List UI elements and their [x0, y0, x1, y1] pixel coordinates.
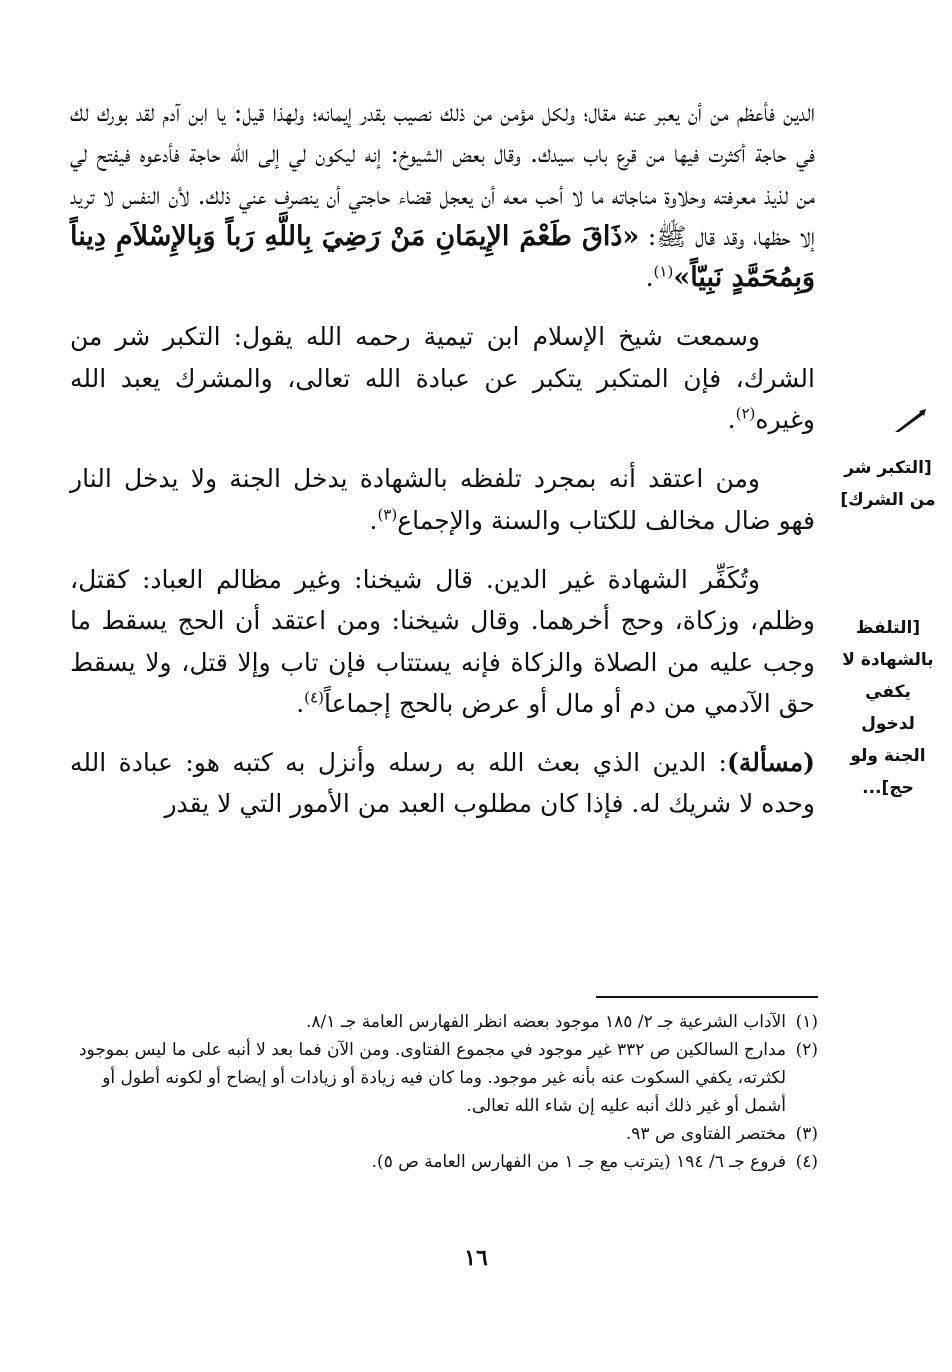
footnote-item [70, 1008, 818, 1036]
main-text-body [70, 92, 815, 825]
footnote-ref-1[interactable]: (١) [653, 262, 674, 281]
paragraph-5 [70, 742, 815, 825]
paragraph-4 [70, 559, 815, 724]
footnote-ref-4[interactable]: (٤) [304, 688, 324, 707]
footnote-item [70, 1036, 818, 1120]
footnote-divider [596, 996, 818, 998]
footnote-item [70, 1120, 818, 1148]
paragraph-4-text: وتُكَفِّر الشهادة غير الدين. قال شيخنا: وغير مظالم العباد: كقتل، وظلم، وزكاة، وحج أخرهما. وقال شيخنا: ومن اعتقد أن الحج يسقط ما وجب عليه من الصلاة والزكاة فإنه يستتاب فإن تاب وإلا قتل، ولا يسقط حق الآدمي من دم أو مال أو عرض بالحج إجماعاً [70, 564, 815, 718]
footnote-number: (٣) [795, 1124, 818, 1144]
footnote-ref-3[interactable]: (٣) [377, 505, 398, 524]
footnotes [70, 1008, 818, 1176]
footnote-ref-2[interactable]: (٢) [735, 404, 756, 423]
footnote-number: (٢) [795, 1040, 818, 1060]
footnote-item [70, 1148, 818, 1176]
paragraph-2-text: وسمعت شيخ الإسلام ابن تيمية رحمه الله يقول: التكبر شر من الشرك، فإن المتكبر يتكبر عن عبادة الله تعالى، والمشرك يعبد الله وغيره [70, 322, 815, 435]
margin-note-arrogance: [التكبر شر من الشرك] [840, 458, 936, 510]
footnote-text: فروع جـ ٦/ ١٩٤ (يترتب مع جـ ١ من الفهارس العامة ص ٥). [371, 1152, 786, 1172]
footnote-text: مختصر الفتاوى ص ٩٣. [625, 1124, 786, 1144]
paragraph-1-text: الدين فأعظم من أن يعبر عنه مقال؛ ولكل مؤمن من ذلك نصيب بقدر إيمانه؛ ولهذا قيل: يا ابن آدم لقد بورك لك في حاجة أكثرت فيها من قرع باب سيدك. وقال بعض الشيوخ: إنه ليكون لي إلى الله حاجة فأدعوه فيفتح لي من لذيذ معرفته وحلاوة مناجاته ما لا أحب معه أن يعجل قضاء حاجتي أن ينصرف عني ذلك. لأن النفس لا تريد إلا حظها، وقد قال ﷺ: [70, 98, 815, 251]
hadith-quote: «ذَاقَ طَعْمَ الإِيمَانِ مَنْ رَضِيَ بِاللَّهِ رَباً وَبِالإِسْلاَمِ دِيناً وَبِمُحَمَّدٍ نَبِيّاً» [70, 220, 815, 294]
paragraph-4-end: . [296, 688, 305, 718]
paragraph-3 [70, 458, 815, 541]
footnote-number: (١) [795, 1012, 818, 1032]
footnote-text: مدارج السالكين ص ٣٣٢ غير موجود في مجموع الفتاوى. ومن الآن فما بعد لا أنبه على ما ليس بموجود لكثرته، يكفي السكوت عنه بأنه غير موجود. وما كان فيه زيادة أو زيادات أو إيضاح أو لكونه أطول أو أشمل أو غير ذلك أنبه عليه إن شاء الله تعالى. [78, 1040, 786, 1116]
paragraph-3-text: ومن اعتقد أنه بمجرد تلفظه بالشهادة يدخل الجنة ولا يدخل النار فهو ضال مخالف للكتاب والسنة والإجماع [70, 464, 815, 535]
paragraph-5-text: : الدين الذي بعث الله به رسله وأنزل به كتبه هو: عبادة الله وحده لا شريك له. فإذا كان مطلوب العبد من الأمور التي لا يقدر [70, 748, 815, 819]
paragraph-3-end: . [369, 505, 378, 535]
footnote-number: (٤) [795, 1152, 818, 1172]
paragraph-2 [70, 316, 815, 440]
margin-note-testimony: [التلفظ بالشهادة لا يكفي لدخول الجنة ولو حج]... [842, 618, 934, 798]
pen-nib-icon [893, 408, 927, 434]
footnote-text: الآداب الشرعية جـ ٢/ ١٨٥ موجود بعضه انظر الفهارس العامة جـ ٨/١. [306, 1012, 786, 1032]
page-number: ١٦ [464, 1245, 488, 1271]
issue-term: (مسألة) [727, 748, 815, 778]
paragraph-1-end: . [645, 263, 654, 293]
paragraph-1 [70, 92, 815, 298]
paragraph-2-end: . [727, 405, 736, 435]
